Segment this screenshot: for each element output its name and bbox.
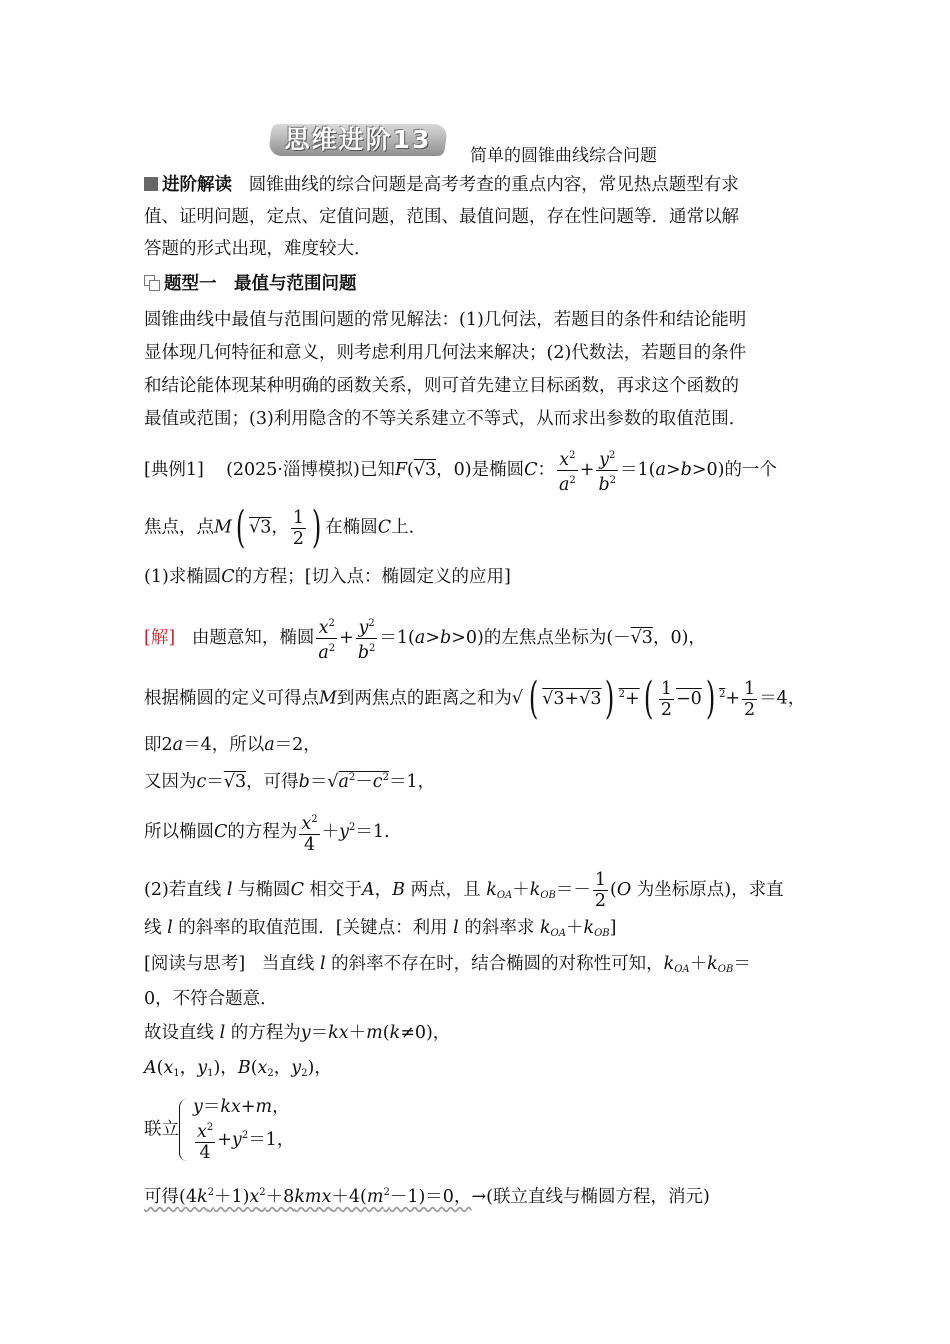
method-line-1: 圆锥曲线中最值与范围问题的常见解法：(1)几何法，若题目的条件和结论能明 bbox=[144, 310, 747, 330]
question-1: (1)求椭圆C的方程；[切入点：椭圆定义的应用] bbox=[144, 567, 511, 587]
brace bbox=[179, 1099, 187, 1161]
text: ，所以 bbox=[211, 735, 265, 755]
question-2-line-2: 线 l 的斜率的取值范围．[关键点：利用 l 的斜率求 $k_{OA}+k_{OB}$] bbox=[144, 918, 617, 939]
fraction: $\frac{1}{2}$ bbox=[744, 678, 756, 720]
text: 的左焦点坐标为 bbox=[483, 628, 607, 648]
solution-line-5: 所以椭圆C的方程为 $\frac{x^2}{4}$ $+y^2=1$. bbox=[144, 810, 390, 855]
text: 上． bbox=[391, 517, 427, 538]
text: 已知 bbox=[359, 460, 395, 480]
method-line-3: 和结论能体现某种明确的函数关系，则可首先建立目标函数，再求这个函数的 bbox=[144, 376, 739, 396]
text: 焦点，点 bbox=[144, 517, 214, 538]
solution-line-2: 根据椭圆的定义可得点M到两焦点的距离之和为√ ( √3+√3) $^2$+( $\frac{1}{2}$ −0) $^2$+ $\frac{1}{2}$ ＝4， bbox=[144, 673, 806, 724]
intro-text: 圆锥曲线的综合问题是高考考查的重点内容，常见热点题型有求 bbox=[248, 175, 739, 195]
text: 故设直线 bbox=[144, 1023, 214, 1043]
intro-line-2: 值、证明问题，定点、定值问题，范围、最值问题，存在性问题等．通常以解 bbox=[144, 207, 739, 227]
text: 由题意知，椭圆 bbox=[191, 628, 315, 648]
set-line: 故设直线 l 的方程为y＝kx＋m(k≠0)， bbox=[144, 1023, 451, 1043]
fraction: $\frac{1}{2}$ bbox=[292, 507, 305, 549]
solution-line-4: 又因为c＝√3，可得$b=√a^2-c^2=1$， bbox=[144, 772, 436, 792]
intro-line-1 bbox=[144, 174, 739, 196]
system-line: 联立 y＝kx+m， $\frac{x^2}{4}$ $+y^2=1$， bbox=[144, 1097, 295, 1163]
text: 所以椭圆 bbox=[144, 822, 214, 842]
read-label: [阅读与思考] bbox=[144, 954, 246, 974]
text: 根据椭圆的定义可得点 bbox=[144, 688, 319, 709]
read-line-1: [阅读与思考] 当直线 l 的斜率不存在时，结合椭圆的对称性可知，$k_{OA}+k_{OB}=$ bbox=[144, 954, 751, 975]
example-line-2: 焦点，点M( √3， $\frac{1}{2}$ ) 在椭圆C上． bbox=[144, 502, 427, 553]
example-label: [典例1] bbox=[144, 460, 204, 480]
text: 的斜率不存在时，结合椭圆的对称性可知， bbox=[331, 954, 664, 974]
question-2-line-1: (2)若直线 l 与椭圆C 相交于A，B 两点，且 $k_{OA}+k_{OB}=-$ $\frac{1}{2}$ (O 为坐标原点)，求直 bbox=[144, 870, 784, 911]
text: 又因为 bbox=[144, 772, 197, 792]
text: 的方程； bbox=[234, 567, 305, 587]
fraction: $\frac{y^2}{b^2}$ bbox=[356, 614, 378, 663]
text: 是椭圆 bbox=[471, 460, 525, 480]
method-line-2: 显体现几何特征和意义，则考虑利用几何法来解决；(2)代数法，若题目的条件 bbox=[144, 343, 747, 363]
example-line-1: [典例1] (2025·淄博模拟)已知F(√3，0)是椭圆C： $\frac{x^2}{a^2}$ + $\frac{y^2}{b^2}$ ＝1(a>b>0)的一个 bbox=[144, 446, 777, 495]
fraction: $\frac{1}{2}$ bbox=[660, 678, 673, 720]
banner-subtitle: 简单的圆锥曲线综合问题 bbox=[470, 146, 657, 166]
text: 的斜率的取值范围． bbox=[178, 918, 336, 938]
text: 相交于 bbox=[309, 880, 363, 900]
fraction: $\frac{x^2}{4}$ bbox=[299, 810, 319, 855]
banner-badge bbox=[268, 124, 448, 156]
banner-title: 思维进阶13 bbox=[284, 125, 432, 154]
text: 到两焦点的距离之和为 bbox=[336, 688, 512, 709]
read-line-2: 0，不符合题意． bbox=[144, 989, 278, 1009]
hint: [关键点： bbox=[335, 918, 413, 938]
section-title: 题型一 最值与范围问题 bbox=[164, 274, 357, 294]
text: 即 bbox=[144, 735, 162, 755]
text: (1)求椭圆 bbox=[144, 567, 222, 587]
fraction: $\frac{1}{2}$ bbox=[594, 870, 607, 911]
hint: [切入点：椭圆定义的应用] bbox=[304, 567, 511, 587]
text: 的一个 bbox=[724, 460, 777, 480]
example-source: (2025·淄博模拟) bbox=[226, 460, 360, 480]
square-icon bbox=[144, 177, 158, 191]
text: 的方程为 bbox=[230, 1023, 301, 1043]
text: 两点，且 bbox=[410, 880, 481, 900]
note: →(联立直线与椭圆方程，消元) bbox=[471, 1187, 710, 1207]
fraction: $\frac{x^2}{a^2}$ bbox=[557, 446, 578, 495]
text: (2)若直线 bbox=[144, 880, 222, 900]
fraction: $\frac{y^2}{b^2}$ bbox=[596, 446, 618, 495]
points-line: $A(x_1$，$y_1$)，$B(x_2$，$y_2$)， bbox=[144, 1058, 332, 1079]
text: ，可得 bbox=[246, 772, 299, 792]
text: 可得 bbox=[144, 1187, 179, 1207]
text: 当直线 bbox=[261, 954, 315, 974]
intro-tag: 进阶解读 bbox=[162, 175, 232, 195]
fraction: $\frac{x^2}{4}$ bbox=[195, 1118, 215, 1163]
fraction: $\frac{x^2}{a^2}$ bbox=[316, 614, 337, 663]
text: 利用 bbox=[412, 918, 448, 938]
section-icon bbox=[144, 275, 160, 291]
solution-line-1: [解] 由题意知，椭圆 $\frac{x^2}{a^2}$ + $\frac{y^2}{b^2}$ ＝1(a>b>0)的左焦点坐标为(－√3，0)， bbox=[144, 614, 706, 663]
result-line: 可得$(4k^2+1)x^2+8kmx+4(m^2-1)=0$，→(联立直线与椭圆方程，消元) bbox=[144, 1187, 710, 1207]
intro-line-3: 答题的形式出现，难度较大． bbox=[144, 239, 372, 259]
text: 在椭圆 bbox=[325, 517, 378, 538]
text: 线 bbox=[144, 918, 162, 938]
text: 联立 bbox=[144, 1119, 179, 1140]
text: 与椭圆 bbox=[238, 880, 291, 900]
solution-label: [解] bbox=[144, 628, 176, 648]
text: 的斜率求 bbox=[464, 918, 535, 938]
section-heading bbox=[144, 273, 357, 295]
method-line-4: 最值或范围；(3)利用隐含的不等关系建立不等式，从而求出参数的取值范围． bbox=[144, 409, 747, 429]
solution-line-3: 即2a＝4，所以a＝2， bbox=[144, 735, 321, 755]
text: 为坐标原点)，求直 bbox=[636, 880, 784, 900]
text: 的方程为 bbox=[227, 822, 298, 842]
